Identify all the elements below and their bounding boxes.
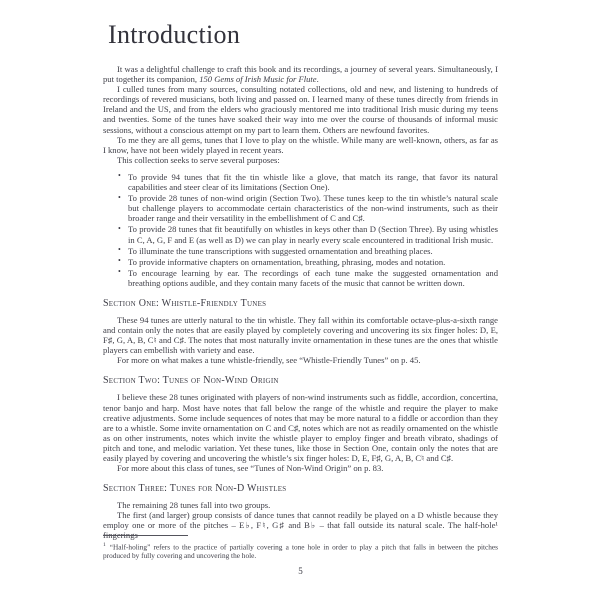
section-one-heading: Section One: Whistle-Friendly Tunes <box>103 297 267 309</box>
purposes-lead-in: This collection seeks to serve several purposes: <box>117 154 280 165</box>
section-three-paragraph-1: The remaining 28 tunes fall into two groups. <box>117 500 271 511</box>
footnote-text: “Half-holing” refers to the practice of partially covering a tone hole in order to play a pitch that falls in between the pitches produced by fully covering and uncovering the hole. <box>103 542 498 561</box>
footnote-separator <box>103 535 188 536</box>
bullet-icon: • <box>118 223 121 233</box>
section-three-paragraph-2: The first (and larger) group consists of dance tunes that cannot readily be played on a D whistle because they employ one or more of the pitches – E♭, F♮, G♯ and B♭ – that fall outside its natural scale. The half-hole¹ fingerings <box>103 510 498 541</box>
intro-paragraph-1 <box>103 64 498 84</box>
purpose-item-text: To provide 28 tunes that fit beautifully on whistles in keys other than D (Section Three). By using whistles in C, A, G, F and E (as well as D) we can play in nearly every scale encountered in traditional Irish music. <box>128 224 498 245</box>
purpose-item <box>118 268 498 288</box>
section-two-heading: Section Two: Tunes of Non-Wind Origin <box>103 375 279 387</box>
page-number: 5 <box>298 566 303 577</box>
section-three-heading: Section Three: Tunes for Non-D Whistles <box>103 483 287 495</box>
section-one-paragraph-2: For more on what makes a tune whistle-friendly, see “Whistle-Friendly Tunes” on p. 45. <box>117 355 421 366</box>
purpose-item <box>118 246 498 256</box>
purpose-list <box>118 172 498 288</box>
purpose-item <box>118 224 498 244</box>
purpose-item-text: To encourage learning by ear. The recordings of each tune make the suggested ornamentation and breathing options audible, and they contain many facets of the music that cannot be written down. <box>128 267 498 288</box>
intro-paragraph-1-text: It was a delightful challenge to craft this book and its recordings, a journey of several years. Simultaneously, I put together its companion, <box>103 64 498 85</box>
purpose-item-text: To illuminate the tune transcriptions with suggested ornamentation and breathing places. <box>128 245 433 256</box>
intro-paragraph-2: I culled tunes from many sources, consulting notated collections, old and new, and listening to hundreds of recordings of revered musicians, both living and passed on. I learned many of these tunes directly from friends in Ireland and the US, and from the elders who graciously mentored me into traditional Irish music during my teens and twenties. Some of the tunes have soaked their way into me over the course of thousands of informal music sessions, without a conscious attempt on my part to learn them. Others are newfound favorites. <box>103 84 498 135</box>
intro-paragraph-1-end: . <box>316 74 319 85</box>
purpose-item <box>118 257 498 267</box>
section-two-paragraph-2: For more about this class of tunes, see “Tunes of Non-Wind Origin” on p. 83. <box>117 463 384 474</box>
footnote-marker: 1 <box>103 542 106 548</box>
bullet-icon: • <box>118 192 121 202</box>
companion-book-title: 150 Gems of Irish Music for Flute <box>199 74 317 85</box>
purpose-item <box>118 193 498 223</box>
bullet-icon: • <box>118 267 121 277</box>
bullet-icon: • <box>118 171 121 181</box>
purpose-item-text: To provide 94 tunes that fit the tin whistle like a glove, that match its range, that favor its natural capabilities and steer clear of its limitations (Section One). <box>128 171 498 193</box>
purpose-item-text: To provide informative chapters on ornamentation, breathing, phrasing, modes and notation. <box>128 256 446 267</box>
bullet-icon: • <box>118 256 121 266</box>
intro-paragraph-3: To me they are all gems, tunes that I love to play on the whistle. While many are well-known, others, as far as I know, have not been widely played in recent years. <box>103 134 498 155</box>
section-two-paragraph-1: I believe these 28 tunes originated with players of non-wind instruments such as fiddle, accordion, concertina, tenor banjo and harp. Most have notes that fall below the range of the whistle and require the player to make creative adjustments. Some include sequences of notes that may be more natural to a fiddle or accordion than they are to a whistle. Some invite ornamentation on C and C♯, notes which are not as readily ornamented on the whistle as on other instruments, notes which invite the whistle player to employ finger and breath vibrato, shadings of pitch and tone, and melodic variation. Yet these tunes, like those in Section One, contain only the notes that are easily played by covering and uncovering the whistle’s six finger holes: D, E, F♯, G, A, B, C♮ and C♯. <box>103 392 498 463</box>
page-content <box>103 20 498 541</box>
purpose-item <box>118 172 498 192</box>
bullet-icon: • <box>118 245 121 255</box>
section-one-paragraph-1: These 94 tunes are utterly natural to the tin whistle. They fall within its comfortable octave-plus-a-sixth range and contain only the notes that are easily played by completely covering and uncovering its six finger holes: D, E, F♯, G, A, B, C♮ and C♯. The notes that most naturally invite ornamentation in these tunes are the ones that whistle players can embellish with variety and ease. <box>103 314 498 356</box>
purpose-item-text: To provide 28 tunes of non-wind origin (Section Two). These tunes keep to the tin whistle’s natural scale but challenge players to accommodate certain characteristics of the non-wind instruments, such as their broader range and their versatility in the embellishment of C and C♯. <box>128 193 498 224</box>
page-title: Introduction <box>108 20 241 49</box>
page-footer <box>103 535 498 576</box>
footnote <box>103 541 498 560</box>
